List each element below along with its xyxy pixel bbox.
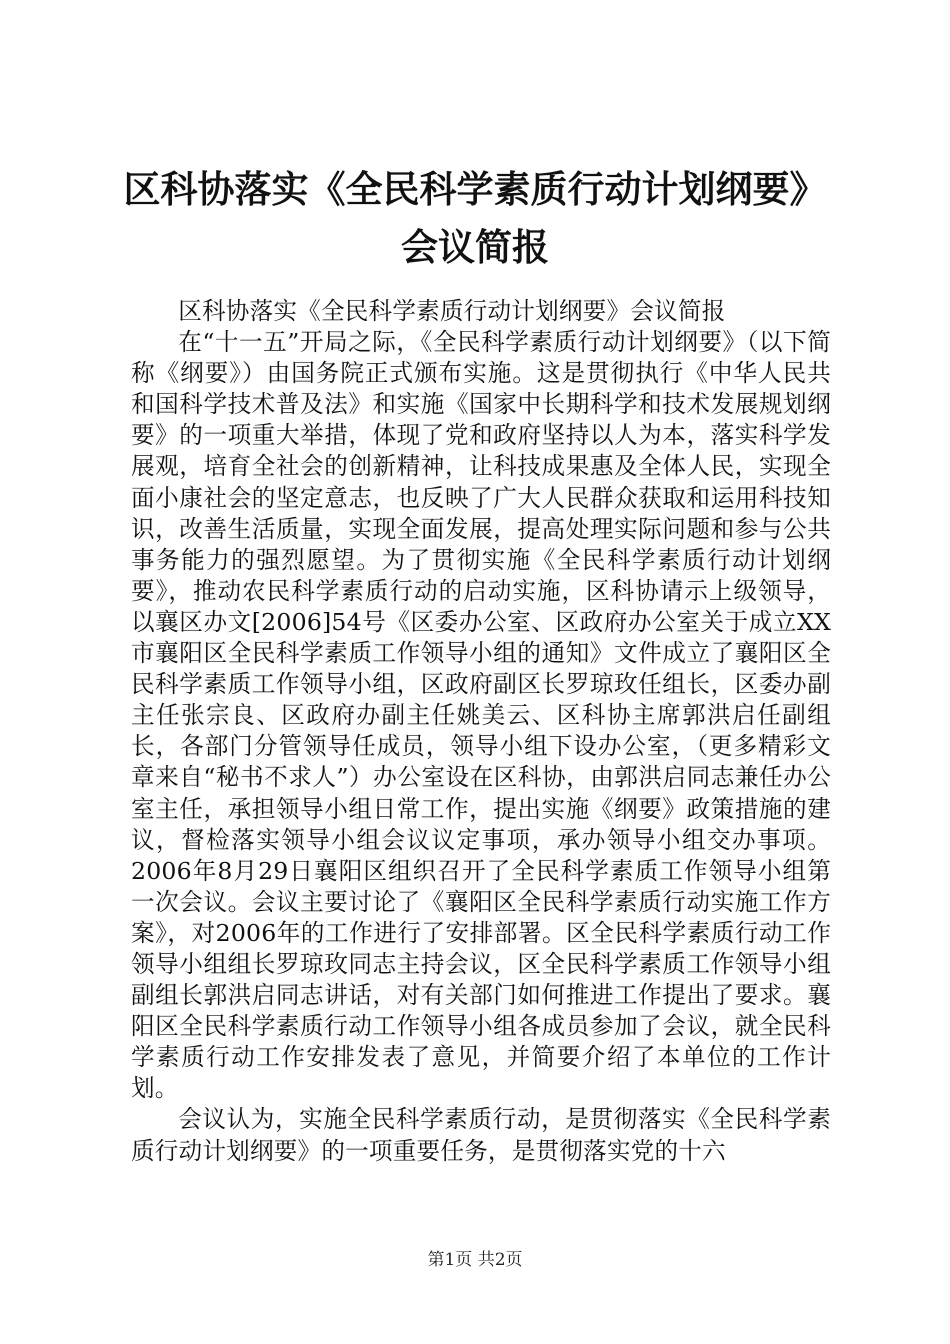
document-body bbox=[131, 296, 831, 1167]
page-footer: 第1页 共2页 bbox=[427, 1250, 523, 1270]
paragraph-conclusion: 会议认为，实施全民科学素质行动，是贯彻落实《全民科学素质行动计划纲要》的一项重要任务，是贯彻落实党的十六 bbox=[131, 1105, 831, 1165]
paragraph-subtitle: 区科协落实《全民科学素质行动计划纲要》会议简报 bbox=[178, 297, 726, 325]
document-title: 区科协落实《全民科学素质行动计划纲要》会议简报 bbox=[123, 167, 827, 269]
paragraph-main: 在“十一五”开局之际，《全民科学素质行动计划纲要》（以下简称《纲要》）由国务院正式颁布实施。这是贯彻执行《中华人民共和国科学技术普及法》和实施《国家中长期科学和技术发展规划纲要》的一项重大举措，体现了党和政府坚持以人为本，落实科学发展观，培育全社会的创新精神，让科技成果惠及全体人民，实现全面小康社会的坚定意志，也反映了广大人民群众获取和运用科技知识，改善生活质量，实现全面发展，提高处理实际问题和参与公共事务能力的强烈愿望。为了贯彻实施《全民科学素质行动计划纲要》，推动农民科学素质行动的启动实施，区科协请示上级领导，以襄区办文[2006]54号《区委办公室、区政府办公室关于成立XX市襄阳区全民科学素质工作领导小组的通知》文件成立了襄阳区全民科学素质工作领导小组，区政府副区长罗琼玫任组长，区委办副主任张宗良、区政府办副主任姚美云、区科协主席郭洪启任副组长，各部门分管领导任成员，领导小组下设办公室，（更多精彩文章来自“秘书不求人”）办公室设在区科协，由郭洪启同志兼任办公室主任，承担领导小组日常工作，提出实施《纲要》政策措施的建议，督检落实领导小组会议议定事项，承办领导小组交办事项。2006年8月29日襄阳区组织召开了全民科学素质工作领导小组第一次会议。会议主要讨论了《襄阳区全民科学素质行动实施工作方案》，对2006年的工作进行了安排部署。区全民科学素质行动工作领导小组组长罗琼玫同志主持会议，区全民科学素质工作领导小组副组长郭洪启同志讲话，对有关部门如何推进工作提出了要求。襄阳区全民科学素质行动工作领导小组各成员参加了会议，就全民科学素质行动工作安排发表了意见，并简要介绍了本单位的工作计划。 bbox=[131, 328, 831, 1103]
